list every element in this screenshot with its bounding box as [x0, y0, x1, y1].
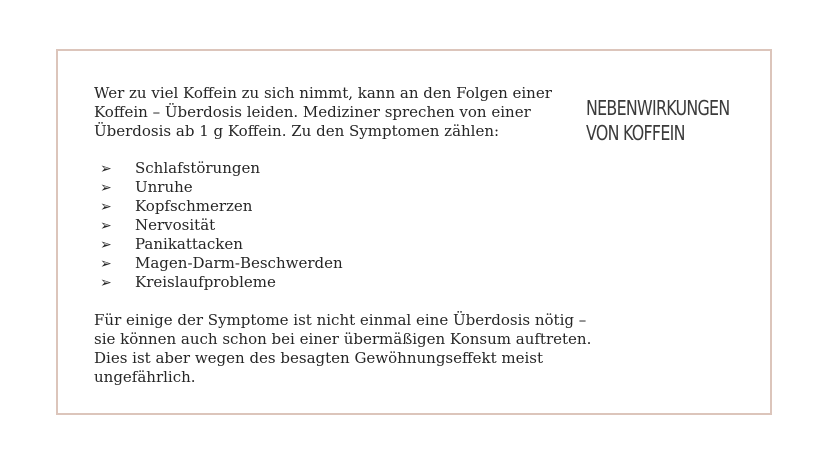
symptom-list [94, 159, 594, 292]
symptom-label: Panikattacken [135, 234, 243, 253]
list-item [94, 254, 594, 273]
arrow-bullet-icon: ➢ [100, 274, 112, 291]
arrow-bullet-icon: ➢ [100, 217, 112, 234]
intro-paragraph: Wer zu viel Koffein zu sich nimmt, kann an den Folgen einer Koffein – Überdosis leiden. Mediziner sprechen von einer Überdosis ab 1 g Koffein. Zu den Symptomen zählen: [94, 84, 552, 141]
symptom-label: Kreislaufprobleme [135, 272, 276, 291]
symptom-label: Schlafstörungen [135, 158, 261, 177]
list-item [94, 235, 594, 254]
outro-paragraph: Für einige der Symptome ist nicht einmal eine Überdosis nötig – sie können auch schon bei einer übermäßigen Konsum auftreten. Dies ist aber wegen des besagten Gewöhnungseffekt meist ungefährlich. [94, 310, 592, 387]
slide-title [586, 96, 744, 146]
list-item [94, 178, 594, 197]
list-item [94, 273, 594, 292]
arrow-bullet-icon: ➢ [100, 160, 112, 177]
symptom-label: Nervosität [135, 215, 216, 234]
arrow-bullet-icon: ➢ [100, 255, 112, 272]
arrow-bullet-icon: ➢ [100, 198, 112, 215]
body-text [94, 84, 594, 387]
list-item [94, 197, 594, 216]
list-item [94, 159, 594, 178]
list-item [94, 216, 594, 235]
arrow-bullet-icon: ➢ [100, 179, 112, 196]
title-line-2: VON KOFFEIN [586, 121, 685, 145]
symptom-label: Kopfschmerzen [135, 196, 253, 215]
title-line-1: NEBENWIRKUNGEN [586, 96, 730, 120]
symptom-label: Unruhe [135, 177, 193, 196]
arrow-bullet-icon: ➢ [100, 236, 112, 253]
symptom-label: Magen-Darm-Beschwerden [135, 253, 343, 272]
